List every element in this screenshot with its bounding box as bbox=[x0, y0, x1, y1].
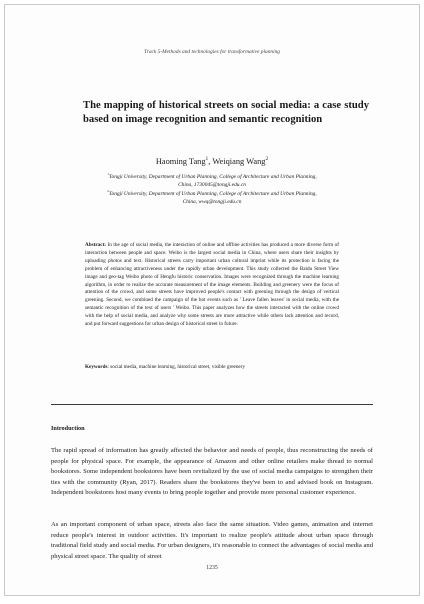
body-paragraph: The rapid spread of information has greatly affected the behavior and needs of people, thus reconstructing the needs of people for physical space. For example, the appearance of Amazon and other online retailers make thread to normal bookstores. Some independent bookstores have been revitalized by the use of social media campaigns to strengthen their ties with the community (Ryan, 2017). Readers share the bookstores they've been to and advised book on Instagram. Independent bookstores host many events to bring people together and provide more personal customer experience. bbox=[51, 447, 373, 497]
body-paragraph: As an important component of urban space, streets also face the same situation. Video games, animation and internet reduce people's interest in outdoor activities. It's important to realize people's attitude about urban space through traditional field study and social media. For urban designers, it's reasonable to connect the advantages of social media and physical street space. The quality of street bbox=[51, 521, 373, 560]
author-separator: , bbox=[208, 157, 213, 166]
abstract bbox=[85, 242, 339, 329]
author-name: Haoming Tang bbox=[155, 157, 206, 166]
affiliation-2 bbox=[101, 191, 323, 206]
keywords-text: : social media, machine learning, historical street, visible greenery bbox=[107, 364, 246, 370]
abstract-text: In the age of social media, the interaction of online and offline activities has produced a more diverse form of interaction between people and space. Weibo is the largest social media in China, where users share their insights by uploading photos and text. Historical streets carry important urban cultural imprint while its protection is facing the problem of enhancing attractiveness under the rapidly urban development. This study collected the Baidu Street View image and geo-tag Weibo photo of Hengfu historic conservation. Images were recognized through the machine learning algorithm, in order to realize the accurate measurement of the image elements. Building and greenery were the focus of attention of the crowd, and some streets have improved people's contact with greening through the design of vertical greening. Second, we combined the campaign of the hot events such as ' Leave fallen leaves' in social media, with the semantic recognition of the text of users ' Weibo. This paper analyzes how the streets interacted with the online crowd with the help of social media, and analyze why some streets are more attractive while others lack attention and record, and put forward suggestions for urban design of historical street in future. bbox=[85, 242, 340, 328]
affiliation-1 bbox=[101, 174, 323, 189]
affiliation-text: Tongji University, Department of Urban Planning, College of Architecture and Urban Planning, China, 1730045@tongji.edu.cn bbox=[109, 174, 317, 188]
author-superscript: 1 bbox=[205, 156, 209, 163]
author-line bbox=[5, 157, 419, 166]
paper-title: The mapping of historical streets on social media: a case study based on image recognition and semantic recognition bbox=[83, 100, 369, 125]
affiliation-superscript: 2 bbox=[107, 189, 109, 194]
section-divider bbox=[51, 404, 373, 405]
section-heading-introduction: Introduction bbox=[51, 425, 85, 432]
author-superscript: 2 bbox=[265, 156, 269, 163]
keywords-label: Keywords bbox=[85, 364, 108, 370]
author-name: Weiqiang Wang bbox=[212, 157, 266, 166]
abstract-label: Abstract: bbox=[85, 242, 107, 248]
page-number: 1235 bbox=[206, 565, 218, 571]
paper-page bbox=[4, 4, 420, 596]
affiliation-superscript: 1 bbox=[107, 172, 109, 177]
keywords bbox=[85, 364, 339, 372]
affiliation-text: Tongji University, Department of Urban Planning, College of Architecture and Urban Planning, China, wwq@tongji.edu.cn bbox=[109, 191, 317, 205]
track-header: Track 5-Methods and technologies for transformative planning bbox=[144, 49, 280, 55]
